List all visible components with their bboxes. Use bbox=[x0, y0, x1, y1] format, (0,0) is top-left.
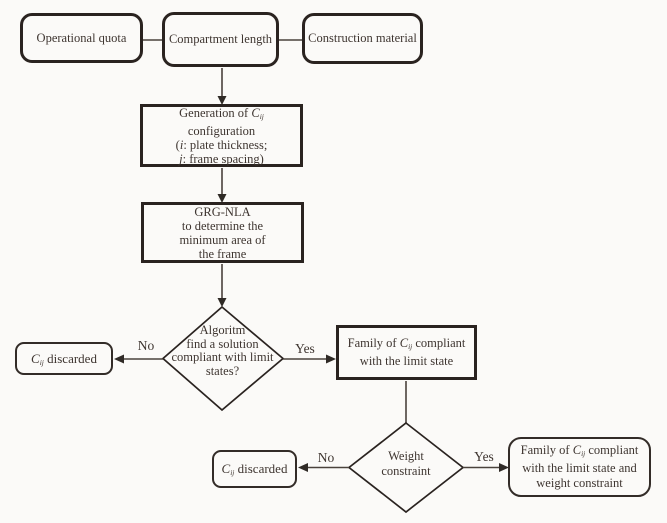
subscript-ij: ij bbox=[259, 111, 264, 121]
text-line: Weight bbox=[388, 449, 424, 463]
label-no-limit: No bbox=[137, 338, 155, 353]
text-fragment: discarded bbox=[43, 350, 97, 366]
text-line bbox=[176, 138, 268, 152]
text-line bbox=[521, 443, 639, 461]
variable-c: C bbox=[31, 350, 40, 366]
node-grg-nla bbox=[141, 202, 304, 263]
text-fragment: discarded bbox=[234, 461, 288, 476]
text-line: states? bbox=[205, 363, 240, 378]
node-label: Compartment length bbox=[168, 32, 273, 46]
text-line: the frame bbox=[198, 246, 247, 261]
text-fragment: Generation of bbox=[179, 105, 252, 120]
text-fragment: ( bbox=[175, 137, 180, 152]
text-line: GRG-NLA bbox=[194, 204, 251, 219]
node-compartment-length bbox=[162, 12, 279, 67]
text-line: constraint bbox=[381, 463, 431, 478]
label-yes-weight: Yes bbox=[474, 449, 494, 464]
text-fragment: Family of bbox=[520, 443, 573, 457]
text-line: configuration bbox=[187, 123, 256, 138]
text-line bbox=[179, 106, 264, 124]
arrowhead-discarded-limit bbox=[114, 355, 124, 364]
arrowhead-decision-limit bbox=[218, 298, 227, 307]
decision-weight-text bbox=[346, 449, 466, 478]
label-no-weight: No bbox=[317, 450, 335, 465]
node-label: Operational quota bbox=[36, 30, 127, 45]
text-line: find a solution bbox=[186, 336, 259, 351]
variable-c: C bbox=[221, 461, 231, 476]
text-line: Algoritm bbox=[199, 323, 246, 337]
arrowhead-family-limit bbox=[326, 355, 336, 364]
node-discarded-limit bbox=[15, 342, 113, 375]
decision-limit-text bbox=[160, 324, 285, 378]
text-line: weight constraint bbox=[536, 476, 623, 490]
variable-i: i bbox=[179, 137, 184, 152]
text-fragment: : plate thickness; bbox=[183, 137, 268, 152]
variable-j: j bbox=[179, 151, 183, 166]
node-label: Construction material bbox=[308, 31, 417, 45]
text-line: to determine the bbox=[181, 218, 264, 233]
label-yes-limit: Yes bbox=[295, 341, 315, 356]
text-line: minimum area of bbox=[179, 232, 266, 247]
node-discarded-weight bbox=[212, 450, 297, 488]
text-fragment: compliant bbox=[412, 336, 466, 350]
variable-c: C bbox=[399, 336, 409, 350]
text-fragment: compliant bbox=[585, 443, 639, 457]
arrowhead-discarded-weight bbox=[298, 463, 308, 472]
node-family-weight bbox=[508, 437, 651, 497]
node-generation-config bbox=[140, 104, 303, 167]
text-line: with the limit state bbox=[359, 354, 454, 368]
node-family-limit bbox=[336, 325, 477, 380]
text-line bbox=[222, 461, 288, 477]
variable-c: C bbox=[572, 443, 582, 457]
subscript-ij: ij bbox=[408, 342, 413, 351]
node-construction-material bbox=[302, 13, 423, 64]
variable-c: C bbox=[251, 105, 260, 120]
subscript-ij: ij bbox=[581, 449, 586, 458]
text-fragment: Family of bbox=[347, 336, 400, 350]
node-operational-quota bbox=[20, 13, 143, 63]
text-line: with the limit state and bbox=[522, 461, 637, 475]
text-line bbox=[348, 336, 466, 354]
text-line bbox=[179, 152, 264, 166]
text-line bbox=[31, 351, 97, 367]
text-fragment: : frame spacing) bbox=[182, 151, 264, 166]
text-line: compliant with limit bbox=[171, 350, 274, 364]
subscript-ij: ij bbox=[230, 468, 235, 477]
subscript-ij: ij bbox=[39, 357, 44, 367]
